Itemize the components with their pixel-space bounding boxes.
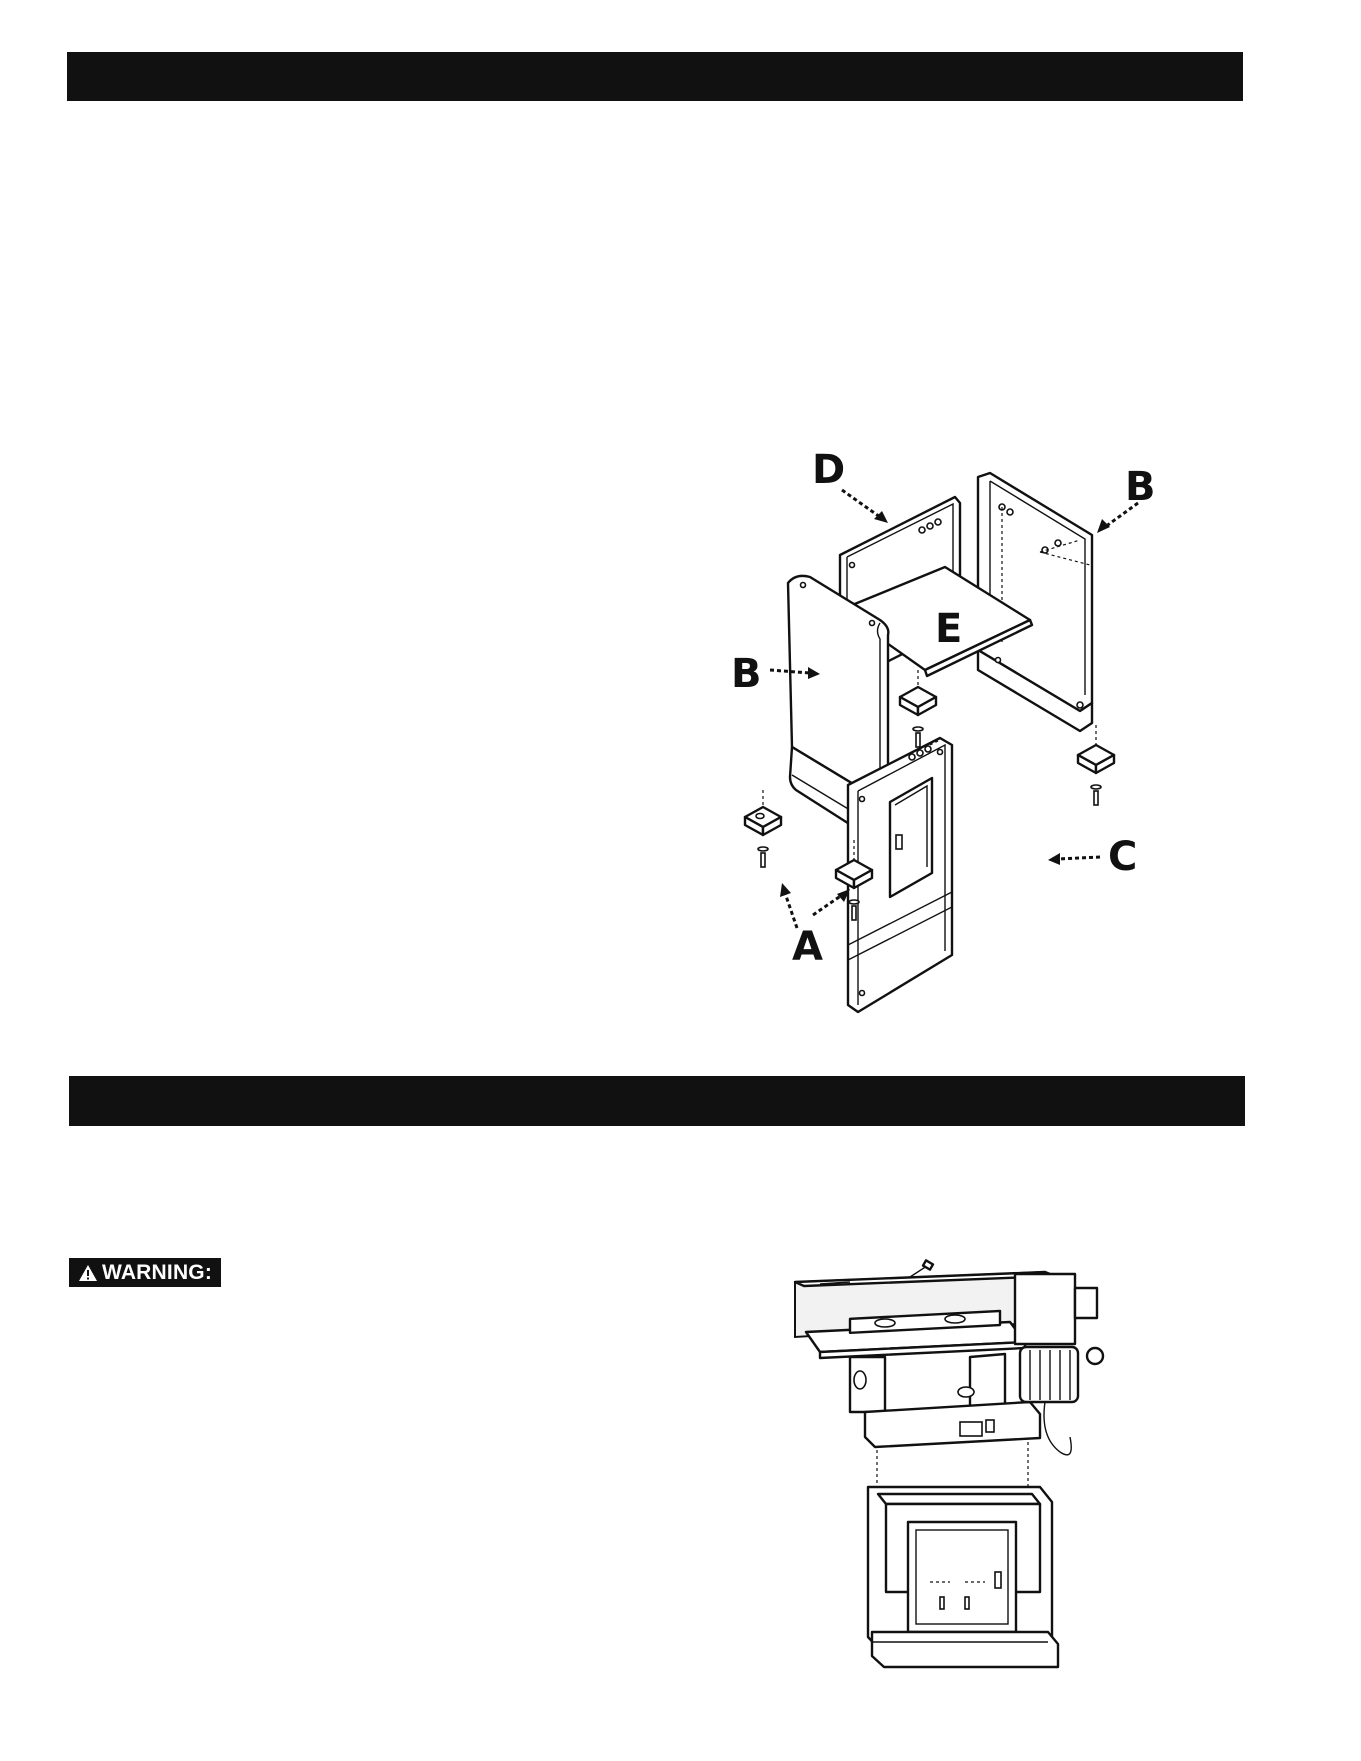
callout-d: D <box>812 447 846 493</box>
callout-b-left: B <box>731 651 762 697</box>
sander-mounting-diagram <box>790 1262 1140 1672</box>
stand-cabinet <box>868 1487 1058 1667</box>
callout-b-right: B <box>1125 464 1156 510</box>
section-header-bar-2 <box>69 1076 1245 1126</box>
callout-a: A <box>792 924 823 970</box>
callout-c: C <box>1108 834 1138 880</box>
warning-triangle-icon <box>78 1264 98 1282</box>
callout-e: E <box>935 606 963 652</box>
stand-assembly-diagram <box>731 447 1180 1040</box>
warning-text: WARNING: <box>101 1260 213 1284</box>
section-header-bar-1 <box>67 52 1243 101</box>
warning-label <box>69 1258 221 1287</box>
